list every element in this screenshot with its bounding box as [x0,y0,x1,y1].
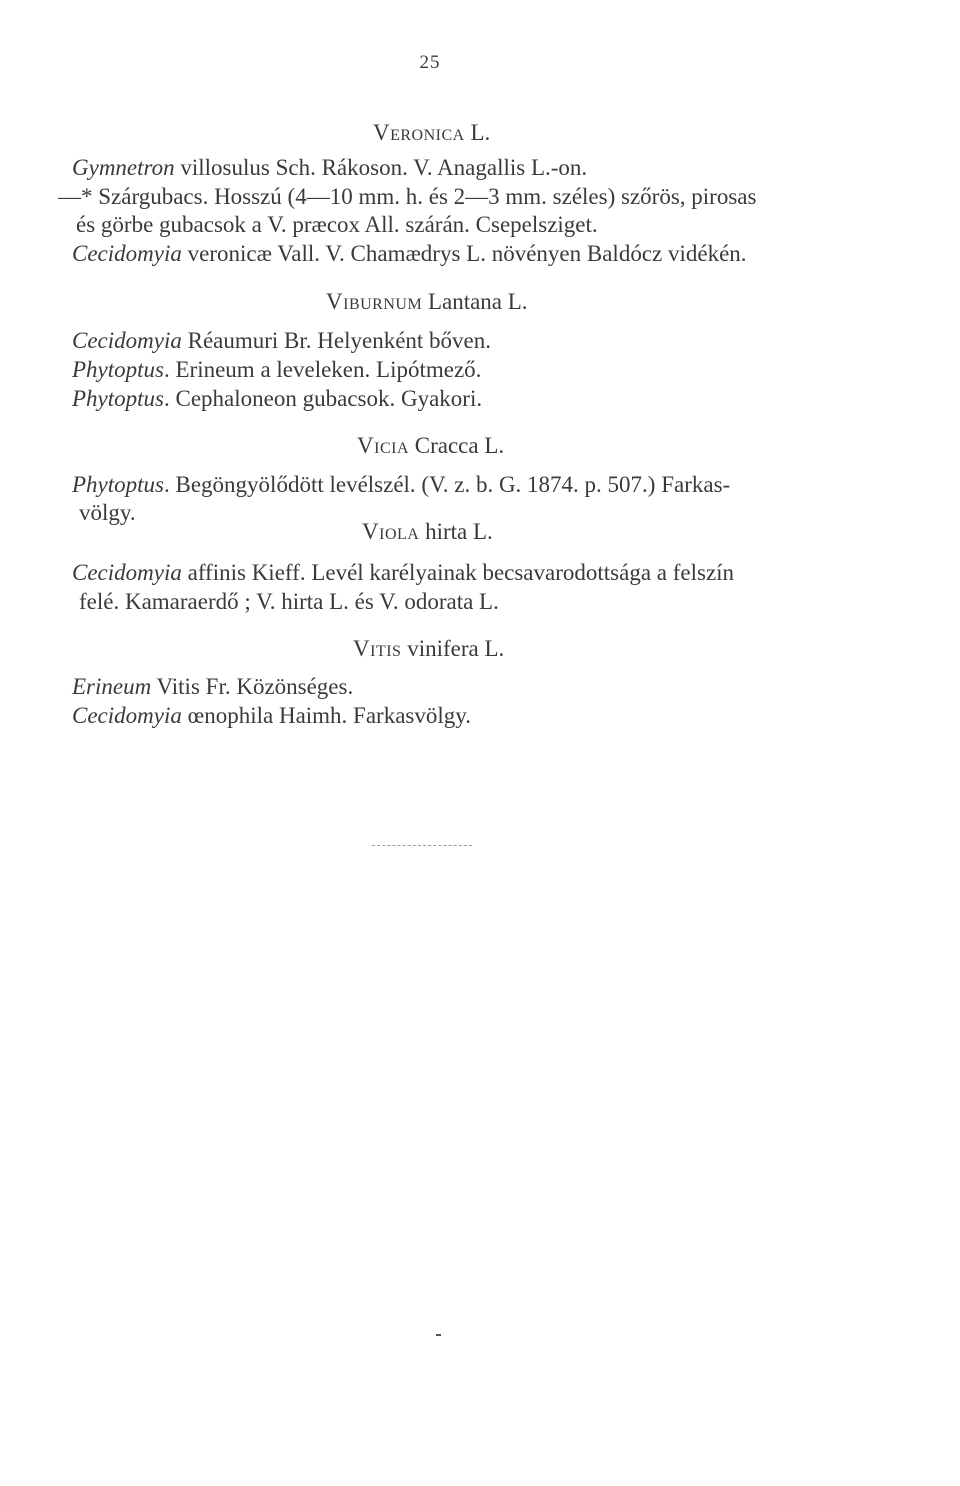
entry-line [58,183,756,211]
entry-line [72,471,730,499]
section-heading-vicia [357,433,504,459]
heading-plant-rest: Lantana L. [422,289,528,314]
section-heading-viola [362,519,493,545]
entry-line [72,356,481,384]
entry-text: . Begöngyölődött levélszél. (V. z. b. G. 1874. p. 507.) Farkas- [164,472,731,497]
entry-genus: Gymnetron [72,155,175,180]
entry-line [72,240,747,268]
entry-genus: Cecidomyia [72,328,182,353]
entry-line [72,702,471,730]
heading-plant-name: Vicia [357,433,409,458]
entry-genus: Cecidomyia [72,703,182,728]
entry-line [72,385,482,413]
entry-genus: Erineum [72,674,152,699]
page-number: 25 [419,52,441,73]
heading-plant-name: Vitis [353,636,402,661]
entry-text: völgy. [79,500,136,525]
heading-plant-rest: hirta L. [419,519,493,544]
page-mark [436,1334,441,1336]
section-heading-vitis [353,636,504,662]
entry-text: . Erineum a leveleken. Lipótmező. [164,357,482,382]
heading-plant-rest: L. [464,120,491,145]
entry-line [72,154,587,182]
entry-text: Réaumuri Br. Helyenként bőven. [181,328,492,353]
entry-line [79,499,136,527]
heading-plant-name: Viola [362,519,420,544]
entry-text: affinis Kieff. Levél karélyainak becsavarodottsága a felszín [181,560,735,585]
entry-line [72,673,353,701]
entry-text: villosulus Sch. Rákoson. V. Anagallis L.-on. [174,155,588,180]
heading-plant-rest: vinifera L. [401,636,505,661]
entry-line [79,588,499,616]
entry-genus: Cecidomyia [72,560,182,585]
entry-text: és görbe gubacsok a V. præcox All. szárán. Csepelsziget. [76,212,598,237]
entry-line [76,211,598,239]
entry-text: œnophila Haimh. Farkasvölgy. [181,703,472,728]
entry-text: . Cephaloneon gubacsok. Gyakori. [164,386,483,411]
entry-line [72,327,491,355]
entry-text: veronicæ Vall. V. Chamædrys L. növényen Baldócz vidékén. [181,241,747,266]
section-heading-veronica [373,120,490,146]
section-heading-viburnum [326,289,528,315]
entry-text: Vitis Fr. Közönséges. [151,674,354,699]
entry-line [72,559,734,587]
entry-text: —* Szárgubacs. Hosszú (4—10 mm. h. és 2—3 mm. széles) szőrös, pirosas [58,184,757,209]
section-end-rule [372,845,472,846]
entry-genus: Phytoptus [72,386,164,411]
entry-genus: Phytoptus [72,357,164,382]
heading-plant-name: Veronica [373,120,465,145]
entry-text: felé. Kamaraerdő ; V. hirta L. és V. odorata L. [79,589,499,614]
heading-plant-name: Viburnum [326,289,423,314]
heading-plant-rest: Cracca L. [409,433,505,458]
entry-genus: Phytoptus [72,472,164,497]
entry-genus: Cecidomyia [72,241,182,266]
